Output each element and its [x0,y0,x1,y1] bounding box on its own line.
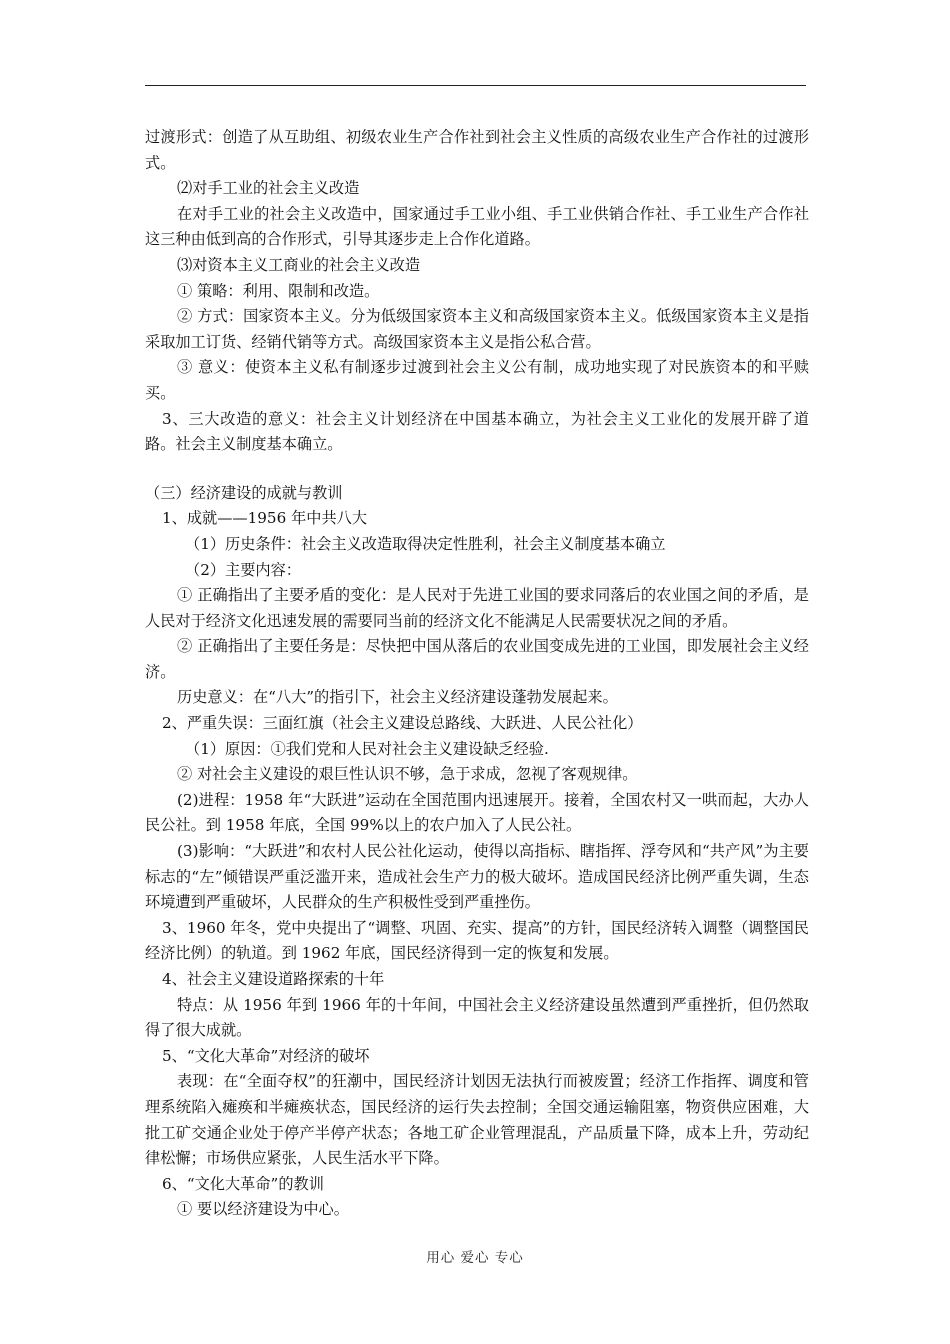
header-rule [145,85,806,86]
paragraph: 历史意义：在“八大”的指引下，社会主义经济建设蓬勃发展起来。 [177,688,618,707]
section-heading: （三）经济建设的成就与教训 [145,483,343,502]
section-gap [145,458,809,481]
paragraph: （1）历史条件：社会主义改造取得决定性胜利，社会主义制度基本确立 [185,534,666,553]
paragraph: 过渡形式：创造了从互助组、初级农业生产合作社到社会主义性质的高级农业生产合作社的过渡形式。 [145,128,809,172]
paragraph: ② 对社会主义建设的艰巨性认识不够，急于求成，忽视了客观规律。 [177,765,638,784]
paragraph: 3、三大改造的意义：社会主义计划经济在中国基本确立，为社会主义工业化的发展开辟了道路。社会主义制度基本确立。 [145,409,809,454]
paragraph: ① 正确指出了主要矛盾的变化：是人民对于先进工业国的要求同落后的农业国之间的矛盾，是人民对于经济文化迅速发展的需要同当前的经济文化不能满足人民需要状况之间的矛盾。 [145,586,809,630]
paragraph: ⑵对手工业的社会主义改造 [177,179,360,198]
paragraph: ② 正确指出了主要任务是：尽快把中国从落后的农业国变成先进的工业国，即发展社会主义经济。 [145,637,809,681]
paragraph: 特点：从 1956 年到 1966 年的十年间，中国社会主义经济建设虽然遭到严重挫折，但仍然取得了很大成就。 [145,995,809,1040]
paragraph: 3、1960 年冬，党中央提出了“调整、巩固、充实、提高”的方针，国民经济转入调整（调整国民经济比例）的轨道。到 1962 年底，国民经济得到一定的恢复和发展。 [145,918,809,963]
paragraph: ① 策略：利用、限制和改造。 [177,281,380,300]
page-footer: 用心 爱心 专心 [426,1250,524,1266]
document-body [145,125,809,1223]
paragraph: 表现：在“全面夺权”的狂潮中，国民经济计划因无法执行而被废置；经济工作指挥、调度和管理系统陷入瘫痪和半瘫痪状态，国民经济的运行失去控制；全国交通运输阻塞，物资供应困难，大批工矿交通企业处于停产半停产状态；各地工矿企业管理混乱，产品质量下降，成本上升，劳动纪律松懈；市场供应紧张，人民生活水平下降。 [145,1072,809,1168]
paragraph: ③ 意义：使资本主义私有制逐步过渡到社会主义公有制，成功地实现了对民族资本的和平赎买。 [145,358,809,402]
paragraph: ② 方式：国家资本主义。分为低级国家资本主义和高级国家资本主义。低级国家资本主义是指采取加工订货、经销代销等方式。高级国家资本主义是指公私合营。 [145,307,809,351]
paragraph: 2、严重失误：三面红旗（社会主义建设总路线、大跃进、人民公社化） [162,714,643,733]
paragraph: 4、社会主义建设道路探索的十年 [162,970,385,988]
paragraph: （2）主要内容： [185,560,301,579]
paragraph: 1、成就——1956 年中共八大 [162,509,368,528]
paragraph: （1）原因：①我们党和人民对社会主义建设缺乏经验. [185,739,549,758]
paragraph: 6、“文化大革命”的教训 [162,1174,324,1193]
paragraph: (3)影响：“大跃进”和农村人民公社化运动，使得以高指标、瞎指挥、浮夸风和“共产风”为主要标志的“左”倾错误严重泛滥开来，造成社会生产力的极大破坏。造成国民经济比例严重失调，生态环境遭到严重破坏，人民群众的生产积极性受到严重挫伤。 [145,842,809,912]
paragraph: ① 要以经济建设为中心。 [177,1200,349,1219]
paragraph: 5、“文化大革命”对经济的破坏 [162,1046,370,1065]
paragraph: ⑶对资本主义工商业的社会主义改造 [177,255,420,274]
paragraph: 在对手工业的社会主义改造中，国家通过手工业小组、手工业供销合作社、手工业生产合作社这三种由低到高的合作形式，引导其逐步走上合作化道路。 [145,204,809,249]
paragraph: (2)进程：1958 年“大跃进”运动在全国范围内迅速展开。接着，全国农村又一哄而起，大办人民公社。到 1958 年底，全国 99%以上的农户加入了人民公社。 [145,790,809,835]
